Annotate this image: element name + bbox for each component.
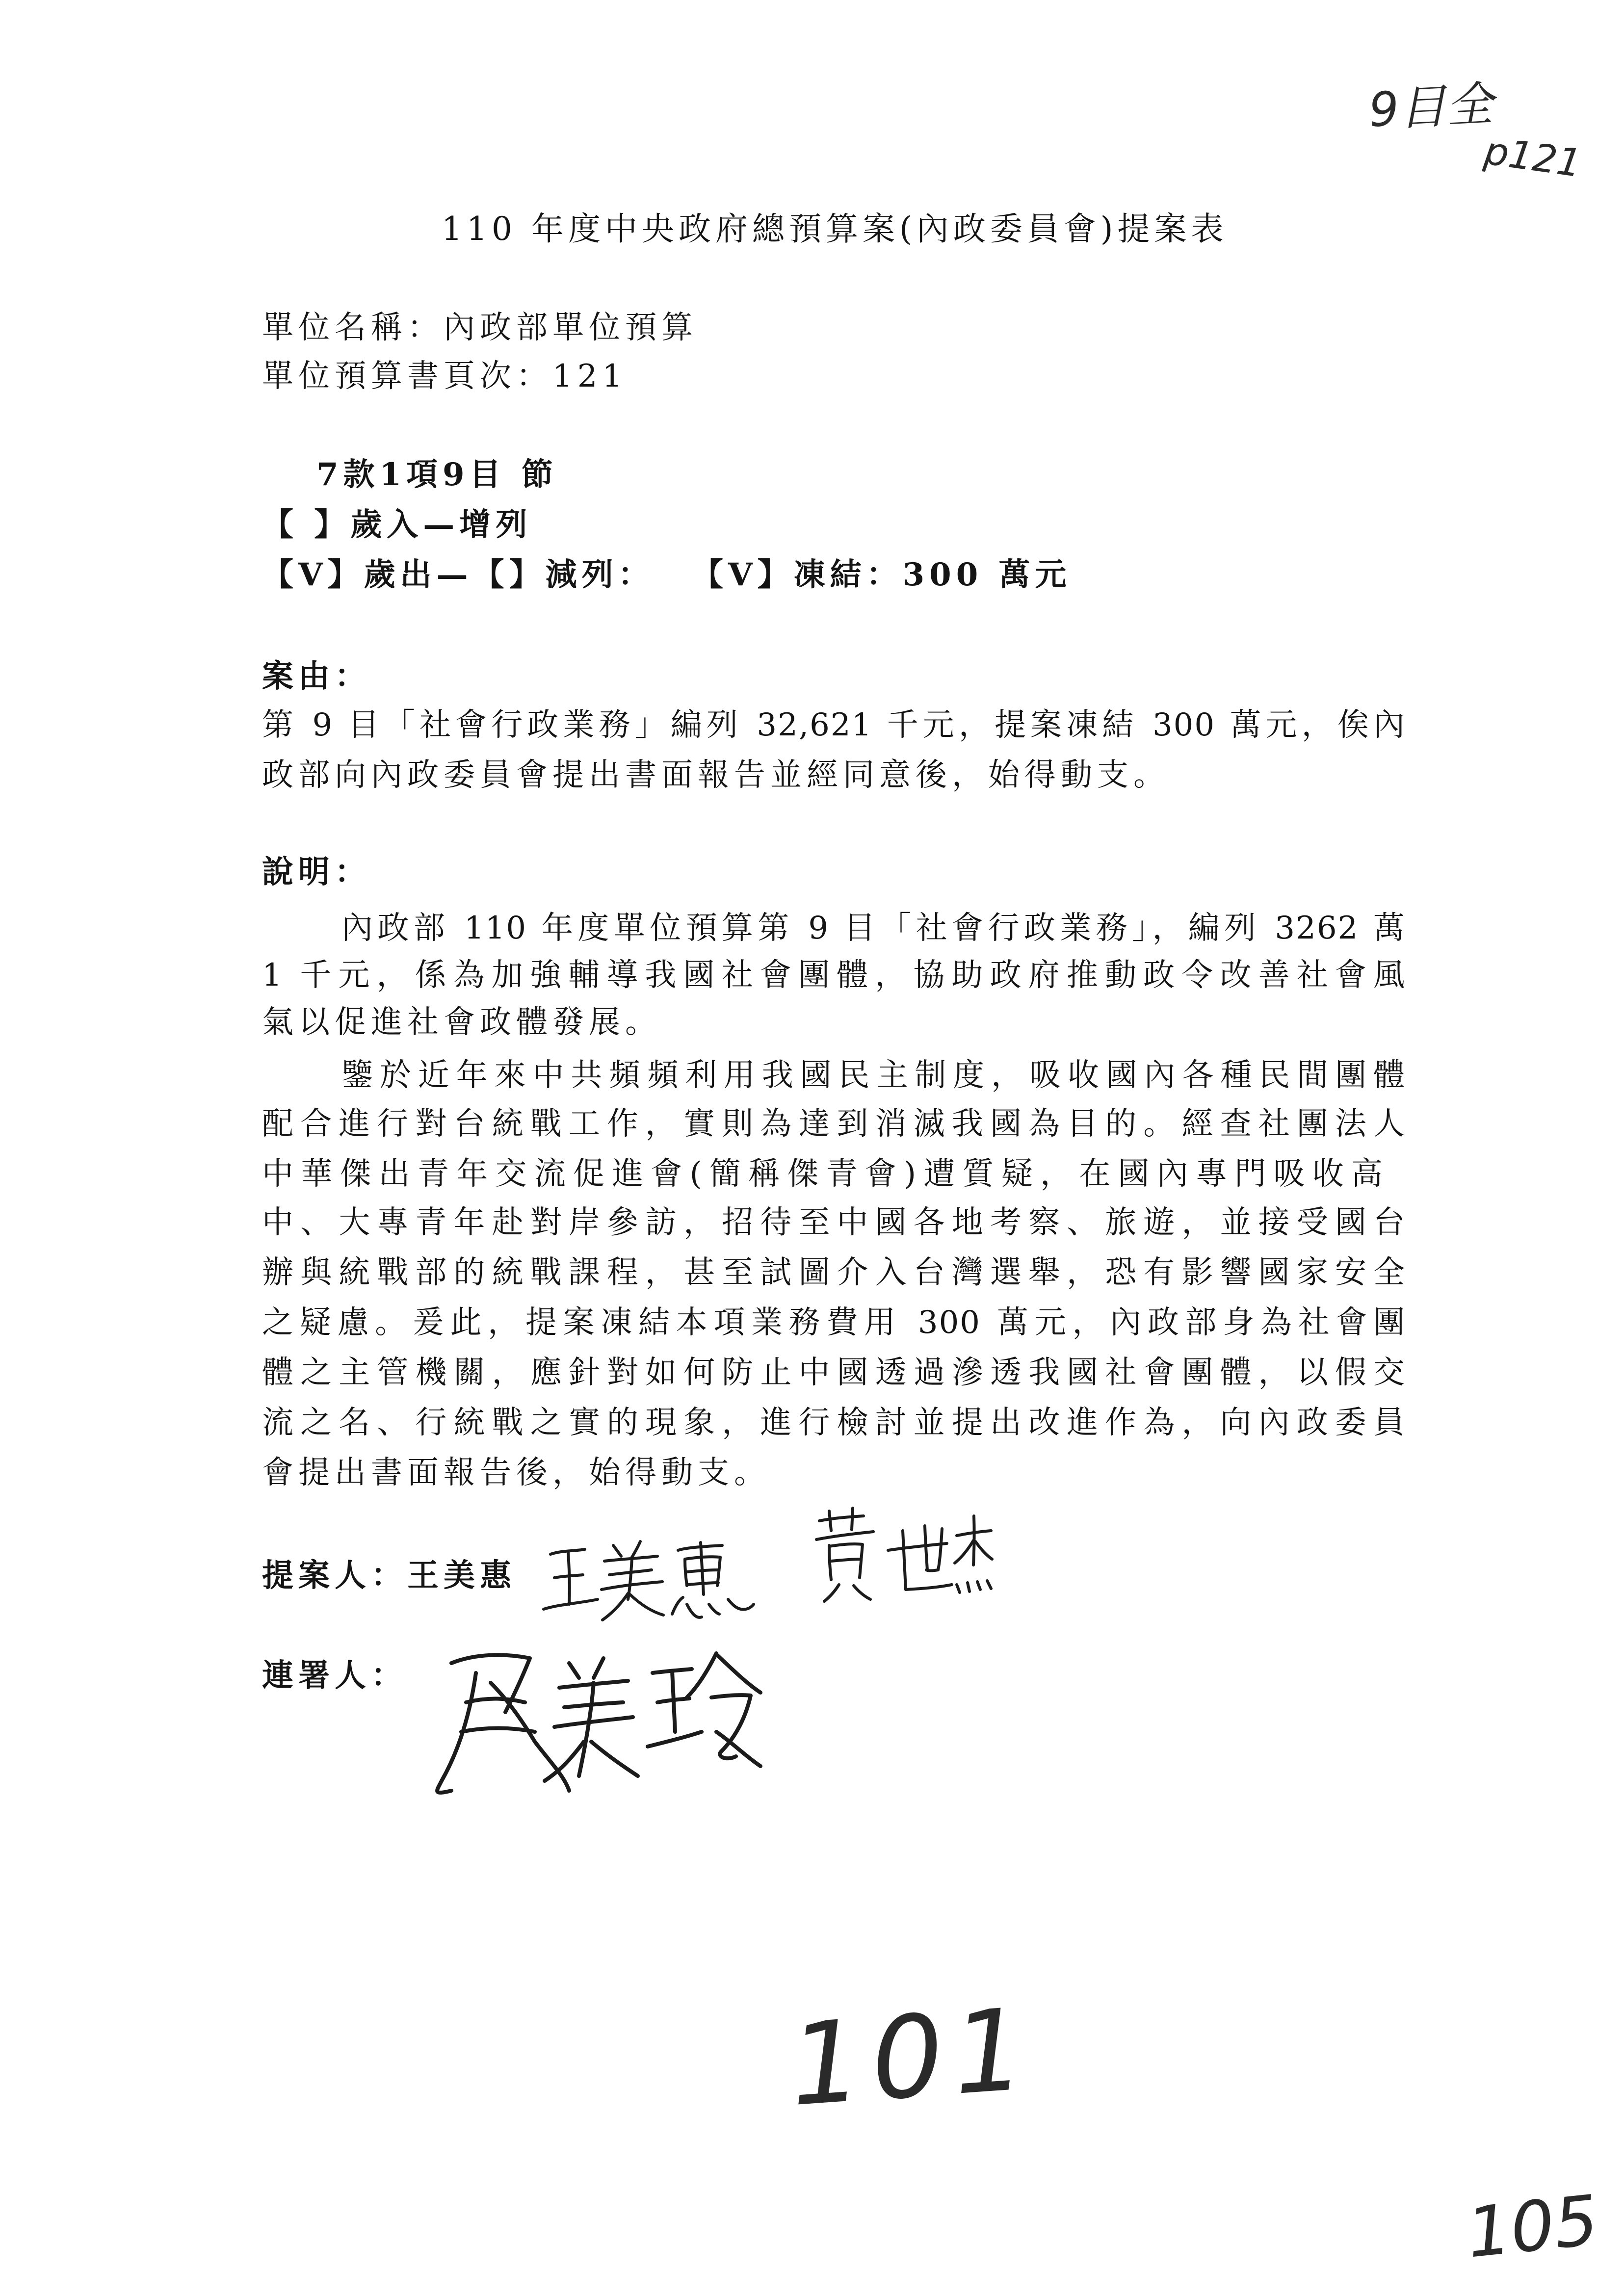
explanation-line: 體之主管機關，應針對如何防止中國透過滲透我國社會團體，以假交 [262, 1355, 1406, 1391]
explanation-line: 配合進行對台統戰工作，實則為達到消滅我國為目的。經查社團法人 [262, 1106, 1406, 1142]
reason-line: 第 9 目「社會行政業務」編列 32,621 千元，提案凍結 300 萬元，俟內 [262, 707, 1406, 743]
proposer-label: 提案人：王美惠 [262, 1557, 516, 1594]
explanation-line: 中、大專青年赴對岸參訪，招待至中國各地考察、旅遊，並接受國台 [262, 1204, 1406, 1241]
budget-page-number: 單位預算書頁次：121 [262, 358, 628, 394]
explanation-line: 之疑慮。爰此，提案凍結本項業務費用 300 萬元，內政部身為社會團 [262, 1305, 1406, 1341]
explanation-line: 中華傑出青年交流促進會(簡稱傑青會)遭質疑，在國內專門吸收高 [262, 1156, 1384, 1192]
explanation-line: 鑒於近年來中共頻頻利用我國民主制度，吸收國內各種民間團體 [341, 1057, 1406, 1094]
handwritten-page-ref: p121 [1481, 129, 1584, 186]
explanation-line: 1 千元，係為加強輔導我國社會團體，協助政府推動政令改善社會風 [262, 957, 1406, 993]
explanation-line: 流之名、行統戰之實的現象，進行檢討並提出改進作為，向內政委員 [262, 1405, 1406, 1441]
signature-cosigner [422, 1634, 775, 1800]
explanation-heading: 說明： [262, 854, 371, 890]
budget-item: 7款1項9目 節 [316, 456, 558, 493]
reason-line: 政部向內政委員會提出書面報告並經同意後，始得動支。 [262, 757, 1170, 793]
handwritten-page-number-center: 101 [786, 1983, 1039, 2132]
explanation-line: 內政部 110 年度單位預算第 9 目「社會行政業務」，編列 3262 萬 [341, 910, 1406, 946]
revenue-option: 【 】歲入—增列 [262, 506, 532, 543]
expenditure-freeze-option: 【V】凍結：300 萬元 [692, 556, 1072, 593]
handwritten-note-top-right: 9目全 [1367, 76, 1494, 138]
unit-name: 單位名稱：內政部單位預算 [262, 310, 698, 346]
reason-heading: 案由： [262, 658, 371, 695]
cosigner-label: 連署人： [262, 1657, 407, 1694]
handwritten-page-number-corner: 105 [1463, 2180, 1602, 2274]
page-title: 110 年度中央政府總預算案(內政委員會)提案表 [442, 210, 1228, 248]
expenditure-cut-option: 【V】歲出—【】減列： [262, 556, 655, 593]
signature-second [810, 1501, 996, 1614]
explanation-line: 氣以促進社會政體發展。 [262, 1004, 661, 1041]
explanation-line: 會提出書面報告後，始得動支。 [262, 1455, 770, 1491]
signature-proposer [540, 1531, 756, 1629]
explanation-line: 辦與統戰部的統戰課程，甚至試圖介入台灣選舉，恐有影響國家安全 [262, 1254, 1406, 1291]
